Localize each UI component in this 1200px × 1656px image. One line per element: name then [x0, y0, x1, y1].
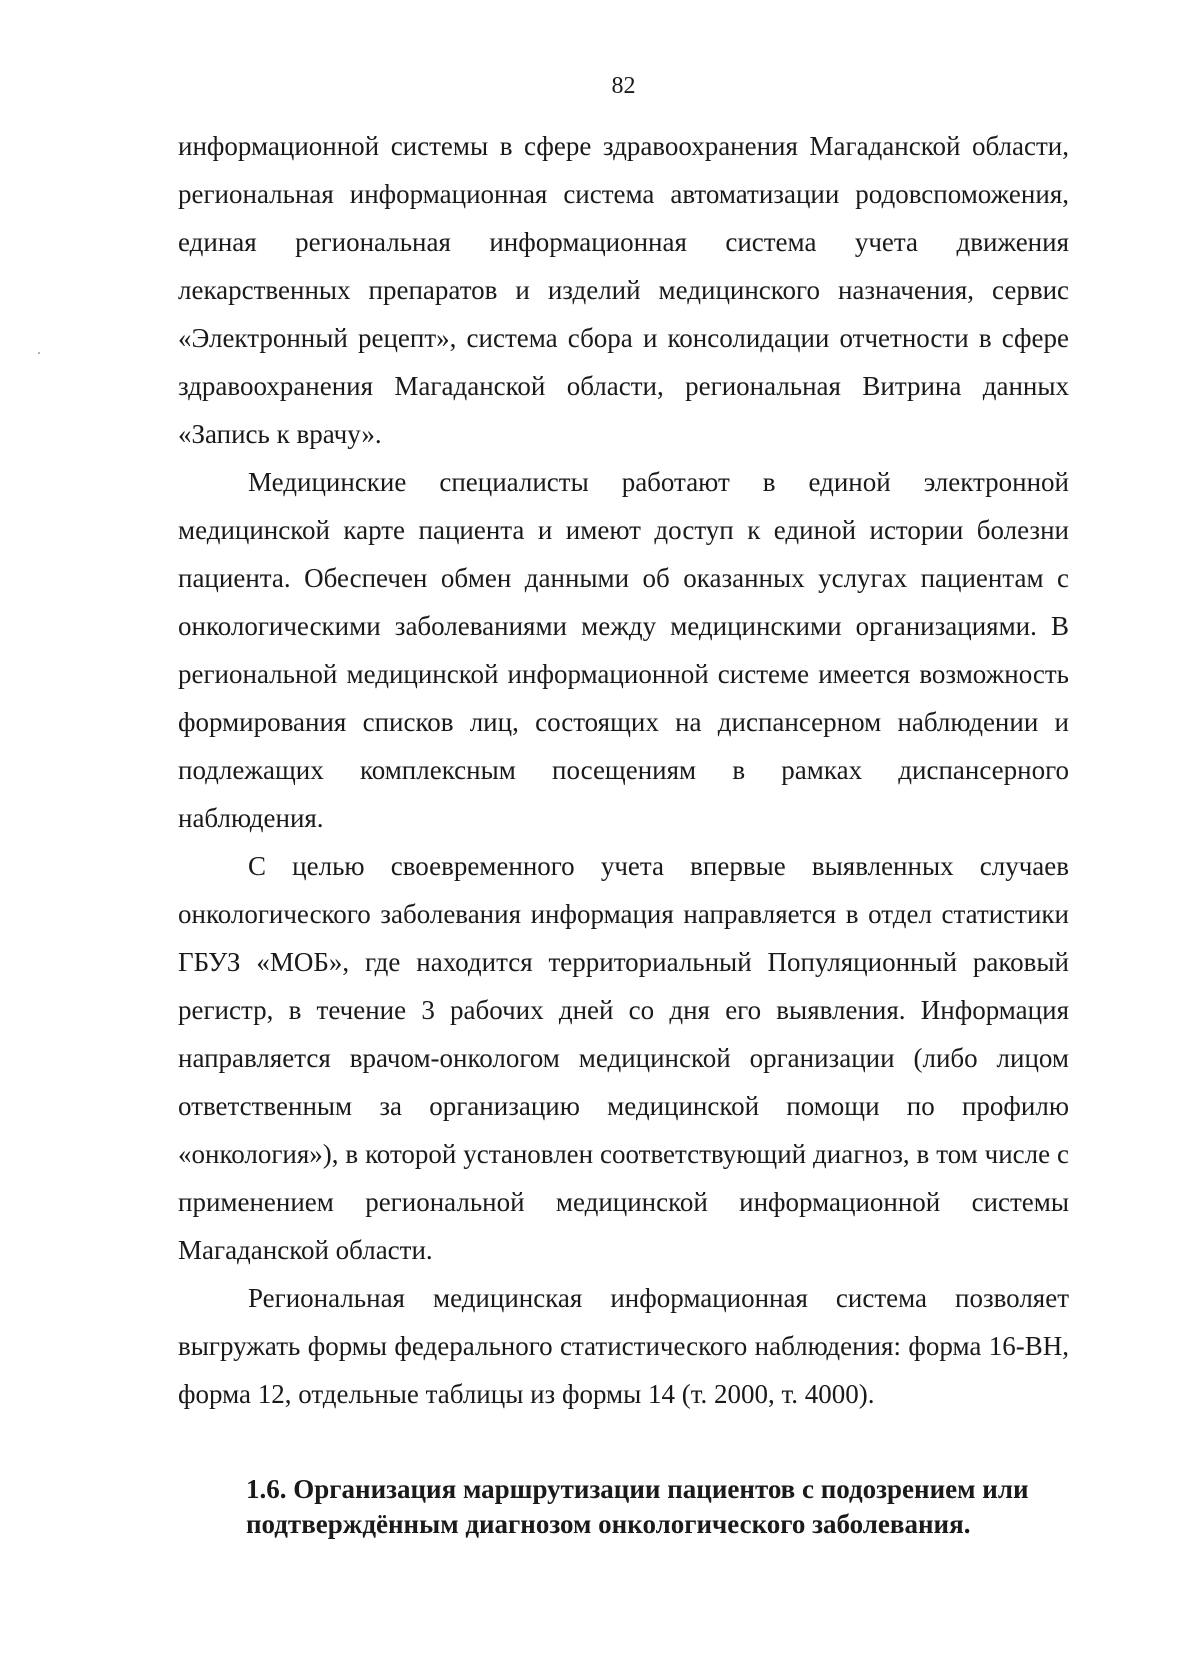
paragraph-continued: информационной системы в сфере здравоохранения Магаданской области, региональная информационная система автоматизации родовспоможения, единая региональная информационная система учета движения лекарственных препаратов и изделий медицинского назначения, сервис «Электронный рецепт», система сбора и консолидации отчетности в сфере здравоохранения Магаданской области, региональная Витрина данных «Запись к врачу». — [178, 131, 1069, 449]
paragraph-medical-specialists: Медицинские специалисты работают в единой электронной медицинской карте пациента и имеют доступ к единой истории болезни пациента. Обеспечен обмен данными об оказанных услугах пациентам с онкологическими заболеваниями между медицинскими организациями. В региональной медицинской информационной системе имеется возможность формирования списков лиц, состоящих на диспансерном наблюдении и подлежащих комплексным посещениям в рамках диспансерного наблюдения. — [178, 467, 1069, 833]
paragraph-cancer-registry: С целью своевременного учета впервые выявленных случаев онкологического заболевания информация направляется в отдел статистики ГБУЗ «МОБ», где находится территориальный Популяционный раковый регистр, в течение 3 рабочих дней со дня его выявления. Информация направляется врачом-онкологом медицинской организации (либо лицом ответственным за организацию медицинской помощи по профилю «онкология»), в которой установлен соответствующий диагноз, в том числе с применением региональной медицинской информационной системы Магаданской области. — [178, 851, 1069, 1265]
paragraph-statistical-forms: Региональная медицинская информационная система позволяет выгружать формы федерального статистического наблюдения: форма 16-ВН, форма 12, отдельные таблицы из формы 14 (т. 2000, т. 4000). — [178, 1283, 1069, 1409]
scan-speck — [38, 352, 40, 354]
document-body — [178, 122, 1069, 1542]
page-number: 82 — [611, 73, 636, 99]
section-heading: 1.6. Организация маршрутизации пациентов с подозрением или подтверждённым диагнозом онкологического заболевания. — [246, 1474, 1029, 1539]
section-spacer — [178, 1418, 1069, 1472]
